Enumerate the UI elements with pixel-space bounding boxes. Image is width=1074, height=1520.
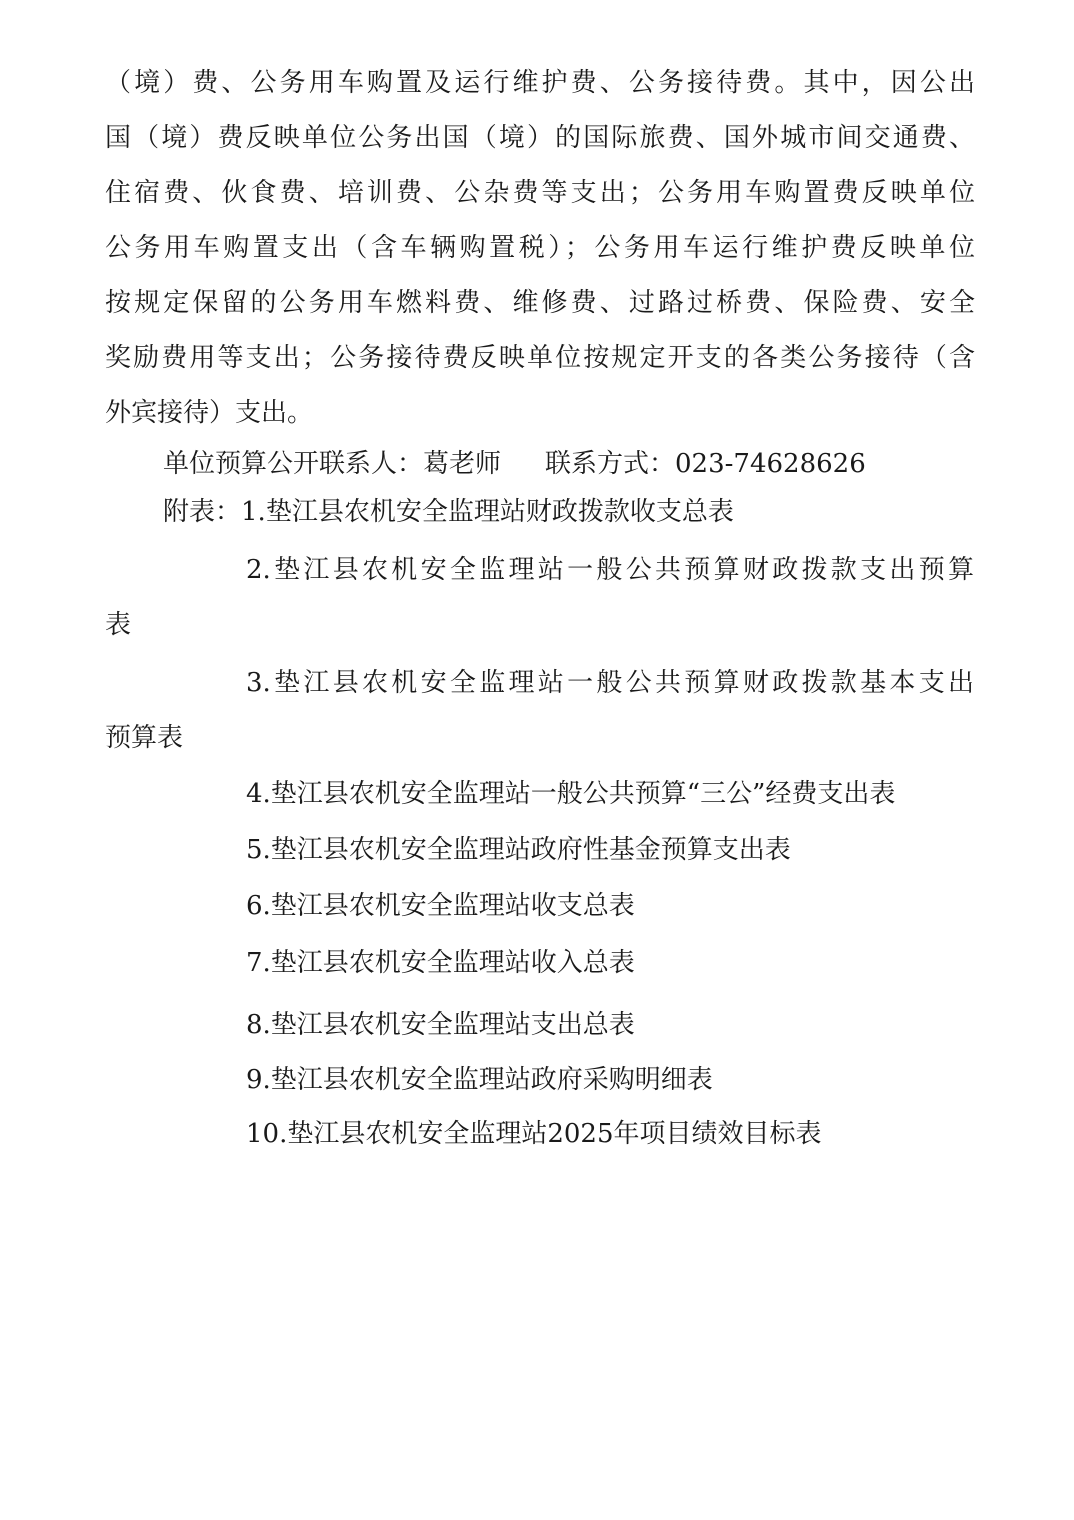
appendix-label: 附表： (163, 497, 242, 527)
appendix-item-2-continuation: 表 (105, 610, 132, 640)
appendix-item-8: 8.垫江县农机安全监理站支出总表 (246, 1010, 635, 1040)
appendix-heading (163, 495, 734, 529)
appendix-item-10: 10.垫江县农机安全监理站2025年项目绩效目标表 (246, 1119, 822, 1149)
paragraph-line-2: 国（境）费反映单位公务出国（境）的国际旅费、国外城市间交通费、 (105, 123, 975, 153)
paragraph-line-7: 外宾接待）支出。 (105, 398, 314, 428)
appendix-item-6: 6.垫江县农机安全监理站收支总表 (246, 891, 635, 921)
contact-method: 联系方式：023-74628626 (545, 449, 866, 479)
appendix-item-3: 3.垫江县农机安全监理站一般公共预算财政拨款基本支出 (246, 668, 974, 698)
appendix-item-9: 9.垫江县农机安全监理站政府采购明细表 (246, 1065, 713, 1095)
appendix-item-7: 7.垫江县农机安全监理站收入总表 (246, 948, 635, 978)
paragraph-line-5: 按规定保留的公务用车燃料费、维修费、过路过桥费、保险费、安全 (105, 288, 975, 318)
appendix-item-5: 5.垫江县农机安全监理站政府性基金预算支出表 (246, 835, 791, 865)
paragraph-line-1: （境）费、公务用车购置及运行维护费、公务接待费。其中，因公出 (105, 68, 975, 98)
contact-person: 单位预算公开联系人：葛老师 (163, 449, 502, 479)
appendix-item-4: 4.垫江县农机安全监理站一般公共预算“三公”经费支出表 (246, 779, 896, 809)
appendix-item-2: 2.垫江县农机安全监理站一般公共预算财政拨款支出预算 (246, 555, 974, 585)
contact-line (163, 447, 866, 481)
paragraph-line-4: 公务用车购置支出（含车辆购置税）；公务用车运行维护费反映单位 (105, 233, 975, 263)
appendix-item-1: 1.垫江县农机安全监理站财政拨款收支总表 (241, 497, 734, 527)
paragraph-line-3: 住宿费、伙食费、培训费、公杂费等支出；公务用车购置费反映单位 (105, 178, 975, 208)
appendix-item-3-continuation: 预算表 (105, 723, 184, 753)
paragraph-line-6: 奖励费用等支出；公务接待费反映单位按规定开支的各类公务接待（含 (105, 343, 975, 373)
